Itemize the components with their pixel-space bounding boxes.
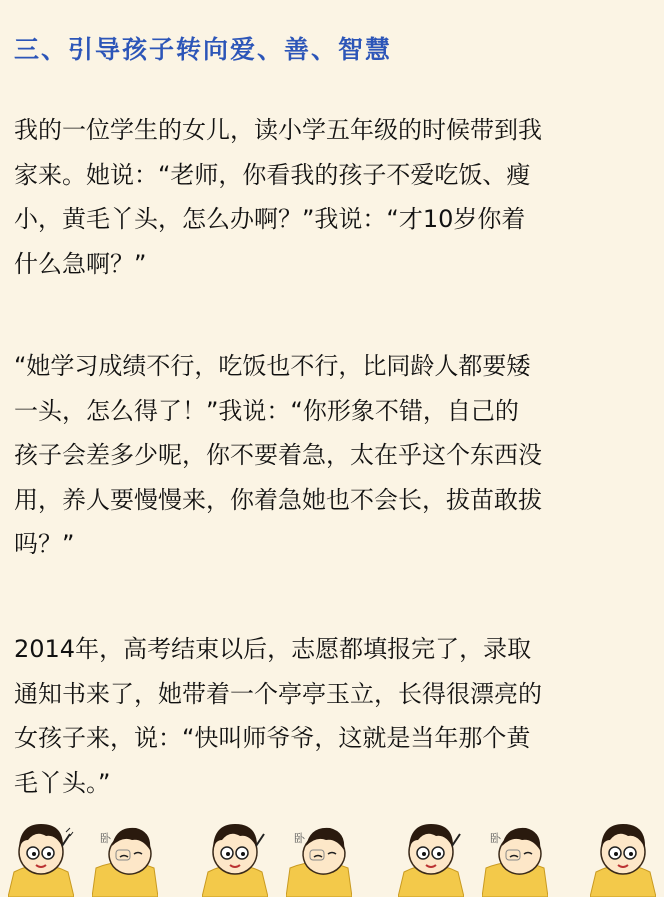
paragraph-3 [14,627,654,805]
paragraph-1 [14,108,654,286]
paragraph-line: 通知书来了，她带着一个亭亭玉立，长得很漂亮的 [14,679,542,708]
paragraph-line: 2014年，高考结束以后，志愿都填报完了，录取 [14,635,532,663]
paragraph-line: 女孩子来，说：“快叫师爷爷，这就是当年那个黄 [14,724,531,752]
cartoon-boy-sleeping-icon [482,812,548,897]
cartoon-boy-waving-icon [398,812,464,897]
paragraph-line: 什么急啊？” [14,249,147,278]
paragraph-line: “她学习成绩不行，吃饭也不行，比同龄人都要矮 [14,352,531,380]
cartoon-boy-waving-icon [202,812,268,897]
paragraph-line: 一头，怎么得了！”我说：“你形象不错，自己的 [14,396,519,425]
paragraph-line: 用，养人要慢慢来，你着急她也不会长，拔苗敢拔 [14,485,542,514]
cartoon-caption: 卧 [294,832,305,845]
paragraph-line: 毛丫头。” [14,768,111,797]
paragraph-line: 吗？” [14,530,75,558]
cartoon-boy-waving-icon [8,812,74,897]
paragraph-line: 孩子会差多少呢，你不要着急，太在乎这个东西没 [14,441,542,469]
cartoon-caption: 卧 [100,832,111,845]
paragraph-line: 家来。她说：“老师，你看我的孩子不爱吃饭、瘦 [14,160,531,189]
paragraph-line: 我的一位学生的女儿，读小学五年级的时候带到我 [14,116,542,144]
paragraph-line: 小，黄毛丫头，怎么办啊？”我说：“才10岁你着 [14,205,526,233]
paragraph-2 [14,344,654,567]
cartoon-caption: 卧 [490,832,501,845]
cartoon-boy-sleeping-icon [92,812,158,897]
section-heading: 三、引导孩子转向爱、善、智慧 [14,35,393,64]
cartoon-boy-sleeping-icon [286,812,352,897]
cartoon-decoration-strip [0,812,664,897]
cartoon-boy-waving-icon [590,812,656,897]
